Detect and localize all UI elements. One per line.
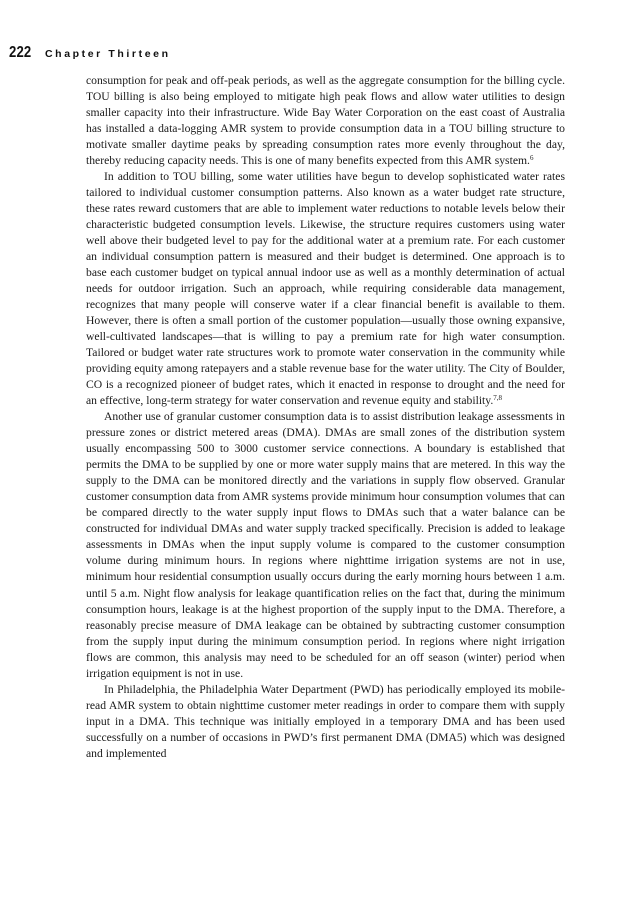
paragraph-text: In addition to TOU billing, some water utilities have begun to develop sophisticated water rates tailored to individual customer consumption patterns. Also known as a water budget rate structure, these rates reward customers that are able to implement water reductions to notable levels below their characteristic budgeted consumption levels. Likewise, the structure requires customers using water well above their budgeted level to pay for the additional water at a premium rate. For each customer an individual consumption pattern is measured and their budget is determined. One approach is to base each customer budget on typical annual indoor use as well as a monthly determination of actual needs for outdoor irrigation. Such an approach, while requiring considerable data management, recognizes that many people will conserve water if a clear financial benefit is available to them. However, there is often a small portion of the customer population—usually those owning expansive, well-cultivated landscapes—that is willing to pay a premium rate for high water consumption. Tailored or budget water rate structures work to promote water conservation in the community while providing equity among ratepayers and a stable revenue base for the water utility. The City of Boulder, CO is a recognized pioneer of budget rates, which it enacted in response to drought and the need for an effective, long-term strategy for water conservation and revenue equity and stability. — [86, 170, 565, 408]
page-number: 222 — [9, 44, 32, 61]
paragraph-4 — [86, 682, 565, 762]
paragraph-3 — [86, 409, 565, 681]
paragraph-1 — [86, 73, 565, 169]
paragraph-text: consumption for peak and off-peak periods, as well as the aggregate consumption for the billing cycle. TOU billing is also being employed to mitigate high peak flows and allow water utilities to design smaller capacity into their infrastructure. Wide Bay Water Corporation on the east coast of Australia has installed a data-logging AMR system to provide consumption data in a TOU billing structure to motivate smaller daytime peaks by spreading consumption rates more evenly throughout the day, thereby reducing capacity needs. This is one of many benefits expected from this AMR system. — [86, 74, 565, 168]
running-header — [9, 44, 171, 66]
paragraph-2 — [86, 169, 565, 409]
body-text — [86, 73, 565, 762]
paragraph-text: In Philadelphia, the Philadelphia Water Department (PWD) has periodically employed its mobile-read AMR system to obtain nighttime customer meter readings in order to compare them with supply input in a DMA. This technique was initially employed in a temporary DMA and has been used successfully on a number of occasions in PWD’s first permanent DMA (DMA5) which was designed and implemented — [86, 682, 565, 760]
footnote-ref: 7,8 — [493, 394, 503, 403]
chapter-title: Chapter Thirteen — [45, 48, 171, 60]
footnote-ref: 6 — [529, 154, 534, 163]
paragraph-text: Another use of granular customer consumption data is to assist distribution leakage assessments in pressure zones or district metered areas (DMA). DMAs are small zones of the distribution system usually encompassing 500 to 3000 customer service connections. A boundary is established that permits the DMA to be supplied by one or more water supply mains that are metered. In this way the supply to the DMA can be monitored directly and the variations in supply flow observed. Granular customer consumption data from AMR systems provide minimum hour consumption volumes that can be compared directly to the water supply input flows to DMAs such that a water balance can be constructed for individual DMAs and water supply tracked specifically. Precision is added to leakage assessments in DMAs when the input supply volume is compared to the customer consumption volume during minimum hours. In regions where nighttime irrigation systems are not in use, minimum hour residential consumption usually occurs during the early morning hours between 1 a.m. until 5 a.m. Night flow analysis for leakage quantification relies on the fact that, during the minimum consumption hours, leakage is at the highest proportion of the supply input to the DMA. Therefore, a reasonably precise measure of DMA leakage can be obtained by subtracting customer consumption from the supply input during the minimum consumption period. In regions where night irrigation flows are common, this analysis may need to be scheduled for an off season (winter) period when irrigation equipment is not in use. — [86, 410, 565, 680]
